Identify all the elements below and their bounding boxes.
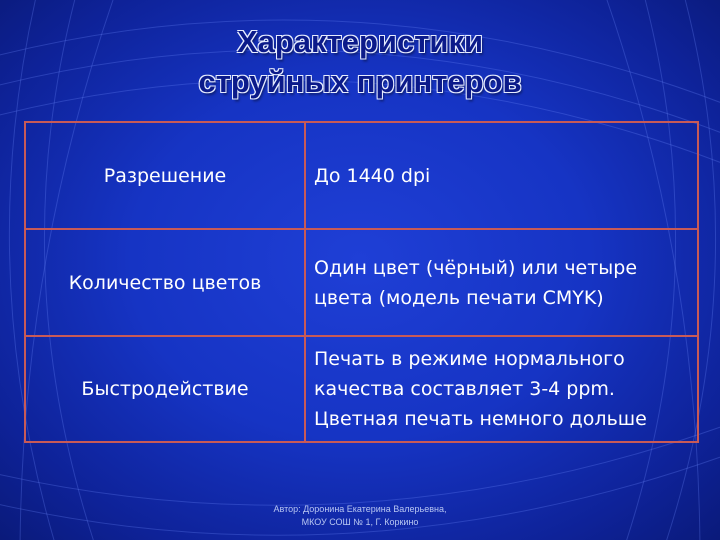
row-label: Количество цветов — [25, 229, 305, 336]
row-value: Один цвет (чёрный) или четыре цвета (модель печати CMYK) — [305, 229, 698, 336]
author-footer — [200, 503, 520, 529]
footer-line2: МКОУ СОШ № 1, Г. Коркино — [301, 517, 419, 527]
slide-title — [0, 22, 720, 102]
row-label: Разрешение — [25, 122, 305, 229]
footer-line1: Автор: Доронина Екатерина Валерьевна, — [273, 504, 447, 514]
slide-title-line2: струйных принтеров — [198, 64, 522, 99]
table-row — [25, 122, 698, 229]
table-row — [25, 336, 698, 442]
row-label: Быстродействие — [25, 336, 305, 442]
slide-title-line1: Характеристики — [236, 24, 484, 59]
row-value: Печать в режиме нормального качества составляет 3-4 ppm. Цветная печать немного дольше — [305, 336, 698, 442]
specs-table — [24, 121, 699, 443]
table-row — [25, 229, 698, 336]
row-value: До 1440 dpi — [305, 122, 698, 229]
